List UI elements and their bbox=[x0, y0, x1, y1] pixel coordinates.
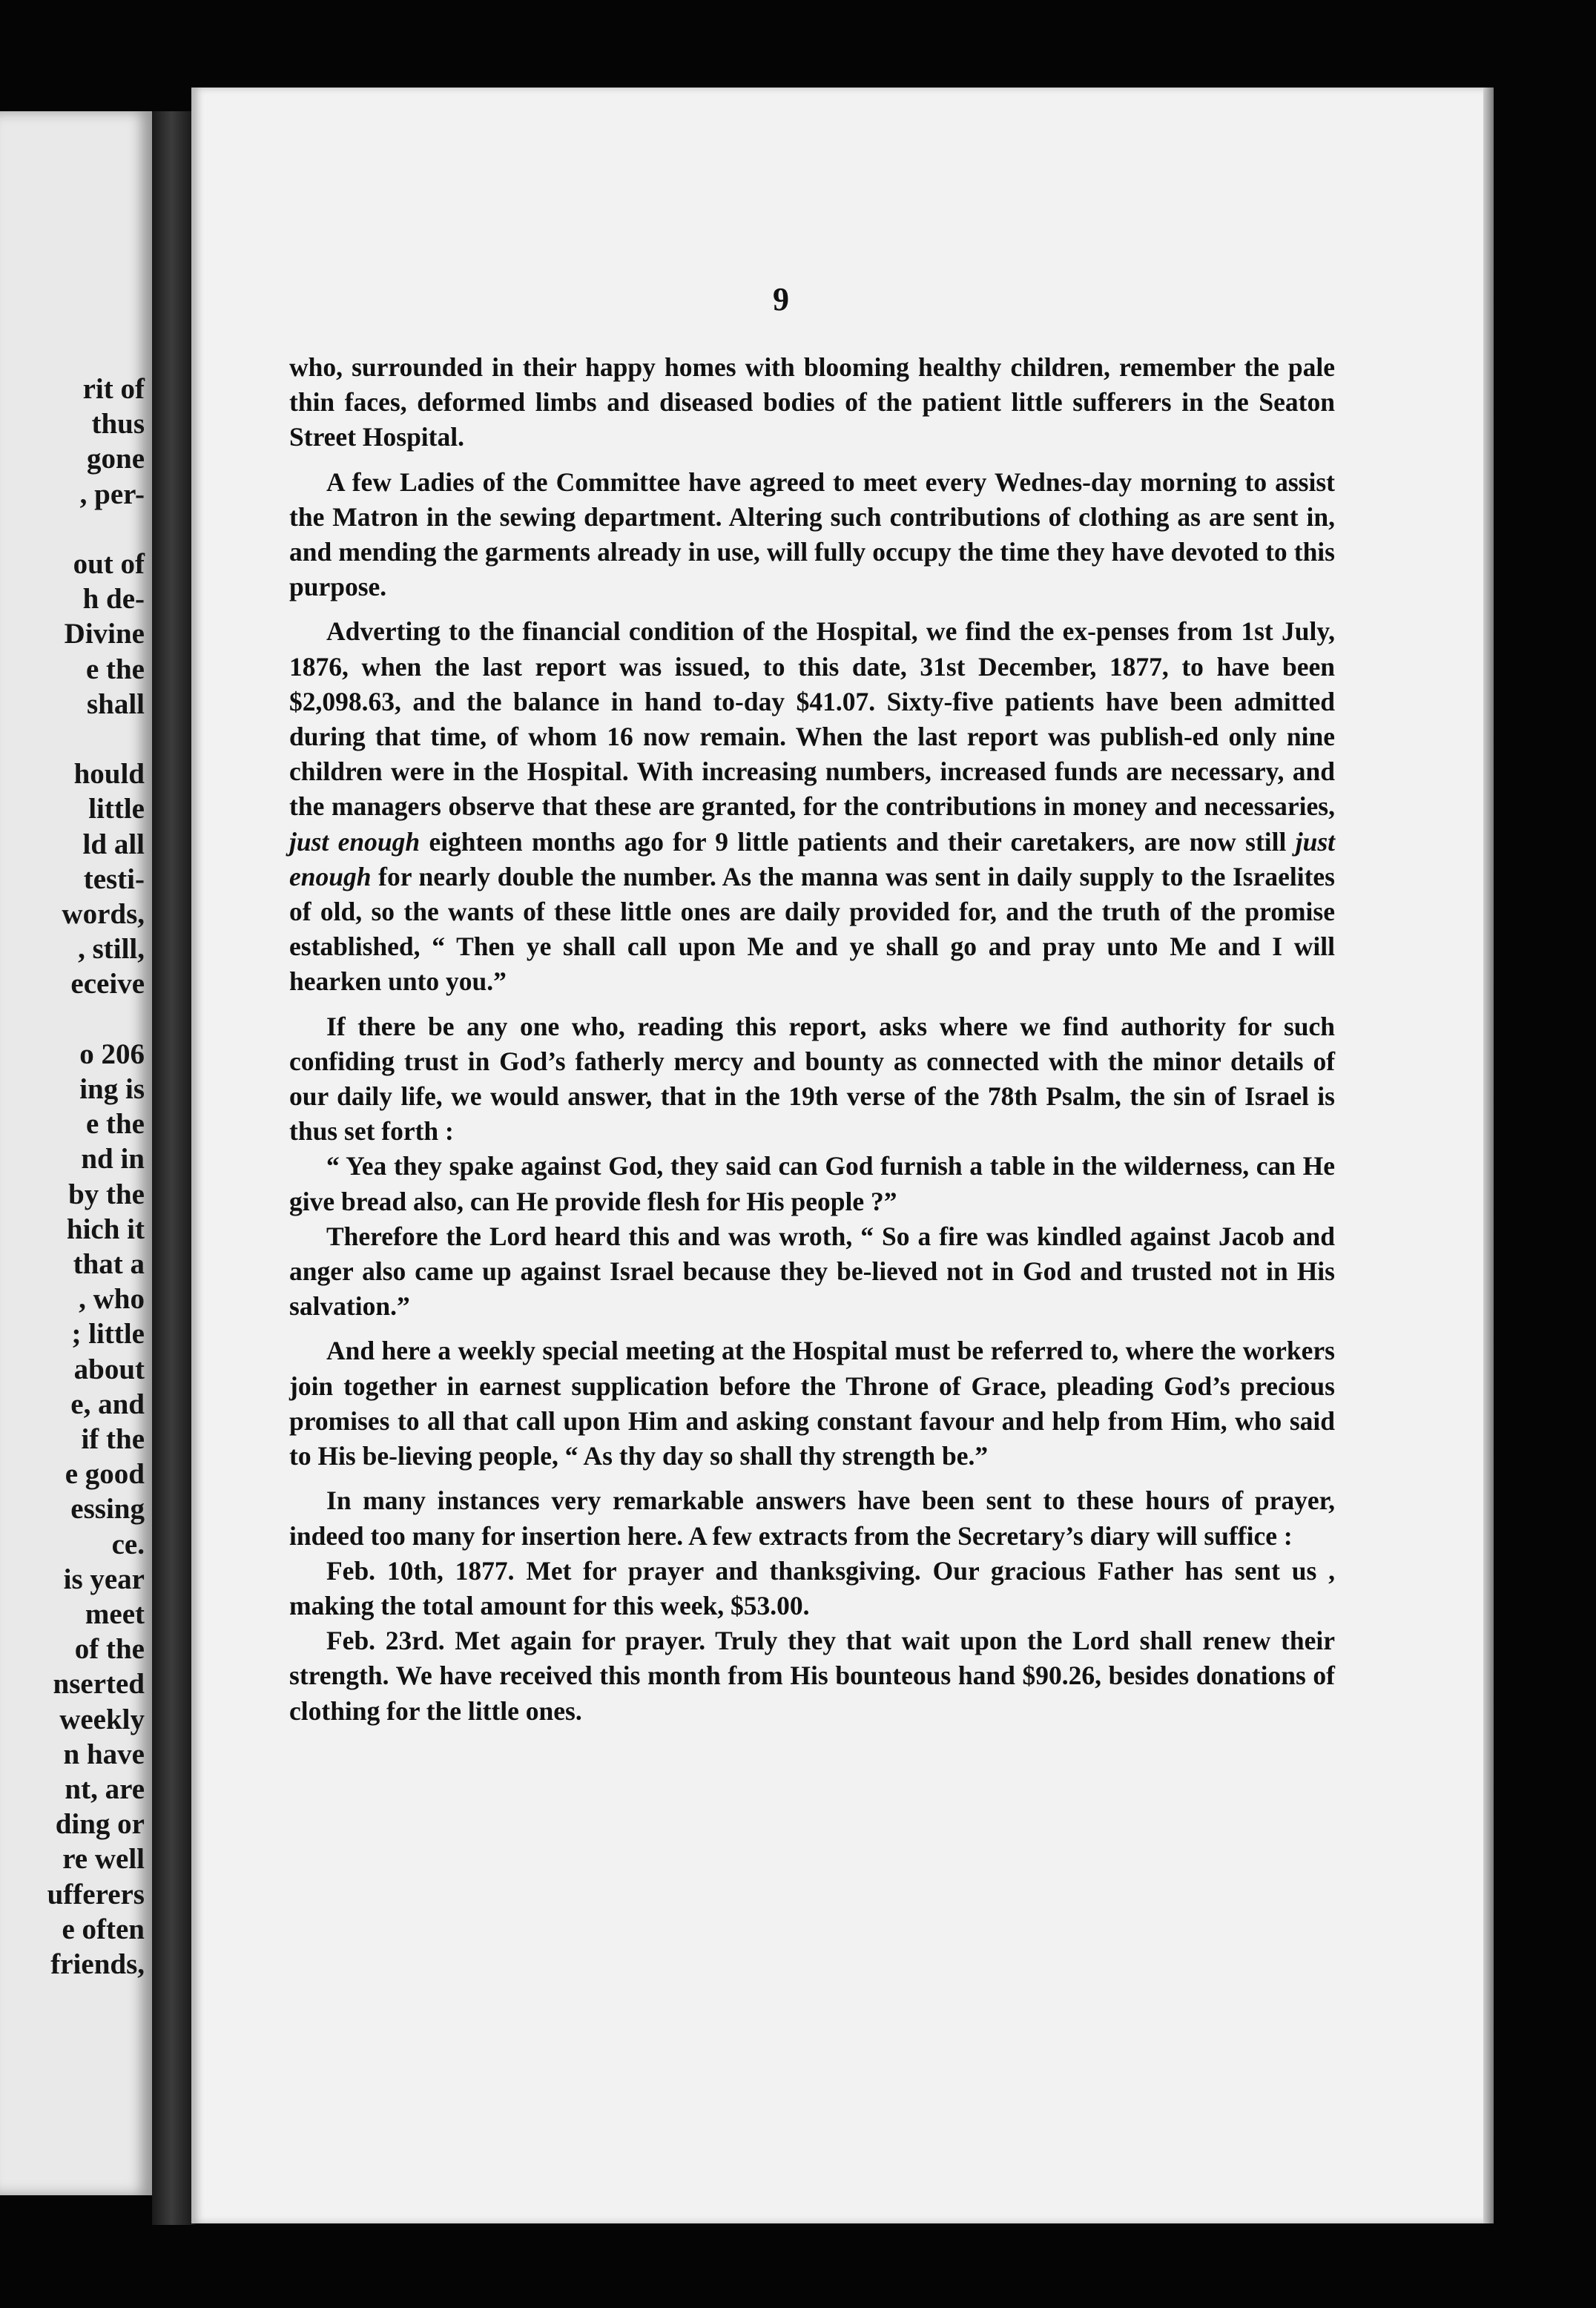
previous-page-line: weekly bbox=[59, 1703, 145, 1735]
previous-page-line: hich it bbox=[66, 1213, 145, 1245]
previous-page-line: ding or bbox=[55, 1808, 145, 1841]
previous-page-line: about bbox=[73, 1353, 145, 1385]
previous-page-line: nt, are bbox=[65, 1773, 145, 1805]
diary-entry-feb-10: Feb. 10th, 1877. Met for prayer and thanksgiving. Our gracious Father has sent us , making the total amount for this week, $53.00. bbox=[289, 1555, 1336, 1620]
previous-page-line: re well bbox=[62, 1843, 145, 1876]
paragraph-quote: “ Yea they spake against God, they said can God furnish a table in the wilderness, can He give bread also, can He provide flesh for His people ?” bbox=[289, 1151, 1336, 1216]
previous-page-line: e the bbox=[85, 1108, 145, 1141]
previous-page-line: words, bbox=[62, 898, 145, 930]
previous-page-line: nserted bbox=[53, 1668, 145, 1701]
previous-page-line: e often bbox=[62, 1913, 145, 1945]
page-text bbox=[289, 350, 1335, 1729]
book-gutter bbox=[152, 111, 195, 2225]
previous-page-line: , still, bbox=[78, 933, 145, 966]
diary-entry-feb-23: Feb. 23rd. Met again for prayer. Truly they that wait upon the Lord shall renew their strength. We have received this month from His bounteous hand $90.26, besides donations of clothing for the little ones. bbox=[289, 1626, 1335, 1726]
previous-page-line: out of bbox=[73, 548, 145, 580]
previous-page-line: rit of bbox=[82, 373, 145, 405]
page-edge bbox=[1483, 88, 1494, 2223]
previous-page-line: , who bbox=[79, 1283, 145, 1316]
previous-page-line: , per- bbox=[79, 478, 145, 510]
previous-page-line: by the bbox=[68, 1178, 145, 1210]
paragraph-6: And here a weekly special meeting at the Hospital must be referred to, where the workers join together in earnest supplication before the Throne of Grace, pleading God’s precious promises to all that call upon Him and asking constant favour and help from Him, who said to His be-lieving people, “ As thy day so shall thy strength be.” bbox=[289, 1336, 1335, 1471]
paragraph-4: If there be any one who, reading this report, asks where we find authority for such confiding trust in God’s fatherly mercy and bounty as connected with the minor details of our daily life, we would answer, that in the 19th verse of the 78th Psalm, the sin of Israel is thus set forth : bbox=[289, 1011, 1336, 1147]
previous-page-line: ; little bbox=[71, 1318, 145, 1351]
paragraph-7: In many instances very remarkable answers have been sent to these hours of prayer, indeed too many for insertion here. A few extracts from the Secretary’s diary will suffice : bbox=[289, 1486, 1336, 1551]
previous-page-line: e good bbox=[65, 1458, 145, 1491]
previous-page-line: is year bbox=[63, 1563, 145, 1595]
previous-page-line: n have bbox=[63, 1738, 145, 1770]
page-number: 9 bbox=[773, 281, 789, 317]
previous-page-line: o 206 bbox=[79, 1038, 145, 1070]
previous-page-line: friends, bbox=[50, 1948, 145, 1980]
previous-page-line: essing bbox=[70, 1493, 145, 1526]
previous-page-line: hould bbox=[73, 758, 145, 791]
previous-page-line: ce. bbox=[111, 1528, 145, 1560]
previous-page-line: h de- bbox=[82, 583, 145, 616]
paragraph-3: Adverting to the financial condition of the Hospital, we find the ex-penses from 1st July, 1876, when the last report was issued, to this date, 31st December, 1877, to have been $2,098.63, and the balance in hand to-day $41.07. Sixty-five patients have been admitted during that time, of whom 16 now remain. When the last report was publish-ed only nine children were in the Hospital. With increasing numbers, increased funds are necessary, and the managers observe that these are granted, for the contributions in money and necessaries, just enough eighteen months ago for 9 little patients and their caretakers, are now still just enough for nearly double the number. As the manna was sent in daily supply to the Israelites of old, so the wants of these little ones are daily provided for, and the truth of the promise established, “ Then ye shall call upon Me and ye shall go and pray unto Me and I will hearken unto you.” bbox=[289, 616, 1336, 997]
previous-page-line: of the bbox=[74, 1633, 145, 1666]
previous-page bbox=[0, 111, 156, 2195]
previous-page-line: e, and bbox=[70, 1388, 145, 1420]
previous-page-line: meet bbox=[85, 1598, 145, 1630]
previous-page-line: if the bbox=[81, 1423, 145, 1455]
previous-page-line: e the bbox=[85, 653, 145, 685]
paragraph-5: Therefore the Lord heard this and was wroth, “ So a fire was kindled against Jacob and anger also came up against Israel because they be-lieved not in God and trusted not in His salvation.” bbox=[289, 1221, 1336, 1322]
previous-page-line: gone bbox=[87, 443, 145, 475]
previous-page-line: eceive bbox=[70, 968, 145, 1000]
paragraph-1: who, surrounded in their happy homes with blooming healthy children, remember the pale thin faces, deformed limbs and diseased bodies of the patient little sufferers in the Seaton Street Hospital. bbox=[289, 352, 1336, 452]
previous-page-line: nd in bbox=[81, 1143, 145, 1176]
previous-page-line: that a bbox=[73, 1248, 145, 1280]
previous-page-line: shall bbox=[86, 688, 145, 720]
previous-page-line: Divine bbox=[64, 618, 145, 650]
previous-page-line: ing is bbox=[79, 1073, 145, 1105]
previous-page-line: little bbox=[88, 793, 145, 825]
paragraph-2: A few Ladies of the Committee have agreed to meet every Wednes-day morning to assist the Matron in the sewing department. Altering such contributions of clothing as are sent in, and mending the garments already in use, will fully occupy the time they have devoted to this purpose. bbox=[289, 466, 1336, 602]
emphasis-just-enough: just enough bbox=[289, 826, 421, 857]
previous-page-line: thus bbox=[91, 408, 145, 441]
previous-page-line: ufferers bbox=[47, 1878, 145, 1910]
previous-page-line: testi- bbox=[83, 863, 145, 895]
previous-page-line: ld all bbox=[82, 828, 145, 860]
emphasis-just-enough-2: just enough bbox=[289, 826, 1336, 891]
